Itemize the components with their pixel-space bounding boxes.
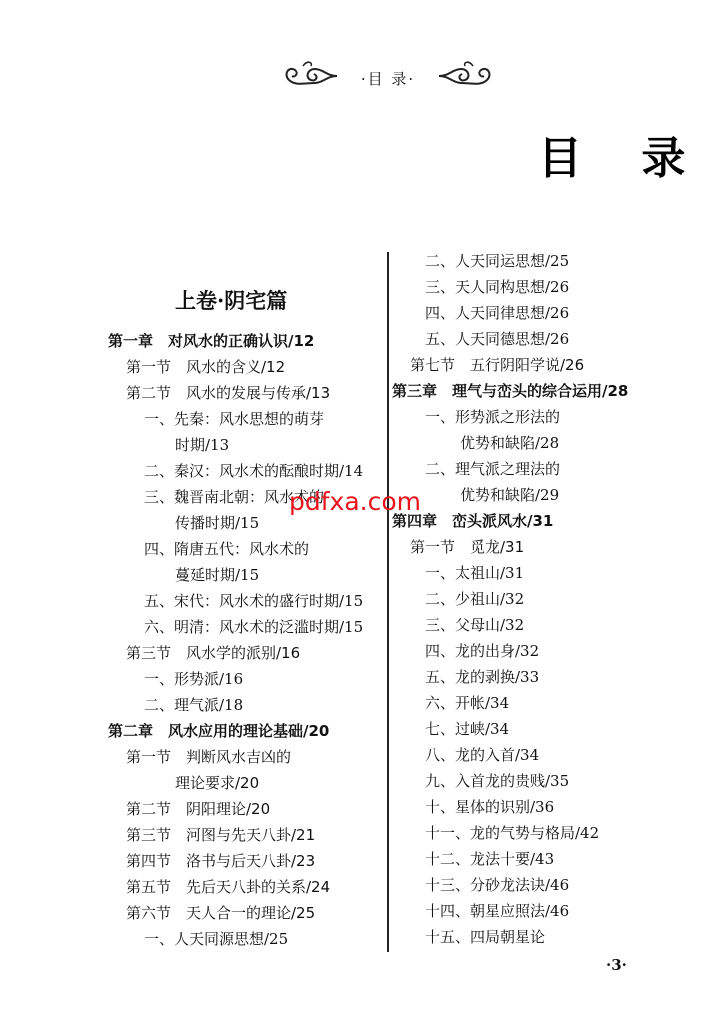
volume-title: 上卷·阴宅篇	[175, 288, 288, 313]
toc-item: 一、先秦：风水思想的萌芽	[144, 410, 325, 428]
toc-item: 九、入首龙的贵贱/35	[425, 772, 570, 790]
toc-item: 二、理气派/18	[144, 696, 244, 714]
toc-section: 第一节 觅龙/31	[410, 538, 525, 556]
toc-item: 三、天人同构思想/26	[425, 278, 570, 296]
toc-section: 第五节 先后天八卦的关系/24	[126, 878, 331, 896]
toc-item: 五、龙的剥换/33	[425, 668, 540, 686]
toc-chapter: 第一章 对风水的正确认识/12	[108, 332, 315, 350]
toc-item: 优势和缺陷/28	[460, 434, 560, 452]
running-header	[0, 56, 724, 96]
toc-chapter: 第二章 风水应用的理论基础/20	[108, 722, 330, 740]
toc-item: 一、太祖山/31	[425, 564, 525, 582]
toc-item: 十二、龙法十要/43	[425, 850, 555, 868]
toc-item: 四、隋唐五代：风水术的	[144, 540, 310, 558]
toc-section: 第一节 风水的含义/12	[126, 358, 286, 376]
toc-item: 一、形势派/16	[144, 670, 244, 688]
left-ornament-icon	[281, 56, 339, 96]
toc-item: 三、父母山/32	[425, 616, 525, 634]
watermark: pdfxa.com	[289, 487, 421, 516]
toc-item: 传播时期/15	[175, 514, 260, 532]
toc-item: 二、人天同运思想/25	[425, 252, 570, 270]
toc-item: 十一、龙的气势与格局/42	[425, 824, 600, 842]
toc-item: 四、龙的出身/32	[425, 642, 540, 660]
toc-section: 第二节 风水的发展与传承/13	[126, 384, 331, 402]
toc-section: 第二节 阴阳理论/20	[126, 800, 271, 818]
toc-item: 五、人天同德思想/26	[425, 330, 570, 348]
toc-item: 十五、四局朝星论	[425, 928, 546, 946]
header-title: ·目 录·	[360, 70, 416, 88]
toc-chapter: 第四章 峦头派风水/31	[392, 512, 554, 530]
page-number: ·3·	[606, 956, 627, 974]
toc-section: 理论要求/20	[175, 774, 260, 792]
toc-item: 二、秦汉：风水术的酝酿时期/14	[144, 462, 364, 480]
toc-item: 一、形势派之形法的	[425, 408, 561, 426]
toc-item: 三、魏晋南北朝：风水术的	[144, 488, 325, 506]
toc-section: 第四节 洛书与后天八卦/23	[126, 852, 316, 870]
toc-item: 四、人天同律思想/26	[425, 304, 570, 322]
toc-section: 第七节 五行阴阳学说/26	[410, 356, 585, 374]
toc-item: 十四、朝星应照法/46	[425, 902, 570, 920]
toc-item: 蔓延时期/15	[175, 566, 260, 584]
toc-item: 二、理气派之理法的	[425, 460, 561, 478]
toc-item: 十、星体的识别/36	[425, 798, 555, 816]
toc-item: 二、少祖山/32	[425, 590, 525, 608]
toc-section: 第六节 天人合一的理论/25	[126, 904, 316, 922]
toc-item: 五、宋代：风水术的盛行时期/15	[144, 592, 364, 610]
toc-item: 时期/13	[175, 436, 230, 454]
toc-item: 六、明清：风水术的泛滥时期/15	[144, 618, 364, 636]
toc-item: 八、龙的入首/34	[425, 746, 540, 764]
toc-item: 七、过峡/34	[425, 720, 510, 738]
toc-item: 十三、分砂龙法诀/46	[425, 876, 570, 894]
toc-section: 第一节 判断风水吉凶的	[126, 748, 292, 766]
toc-section: 第三节 河图与先天八卦/21	[126, 826, 316, 844]
right-ornament-icon	[437, 56, 495, 96]
toc-chapter: 第三章 理气与峦头的综合运用/28	[392, 382, 629, 400]
toc-item: 六、开帐/34	[425, 694, 510, 712]
toc-item: 优势和缺陷/29	[460, 486, 560, 504]
page-title: 目 录	[538, 133, 708, 184]
toc-section: 第三节 风水学的派别/16	[126, 644, 301, 662]
column-divider	[387, 252, 389, 952]
toc-item: 一、人天同源思想/25	[144, 930, 289, 948]
